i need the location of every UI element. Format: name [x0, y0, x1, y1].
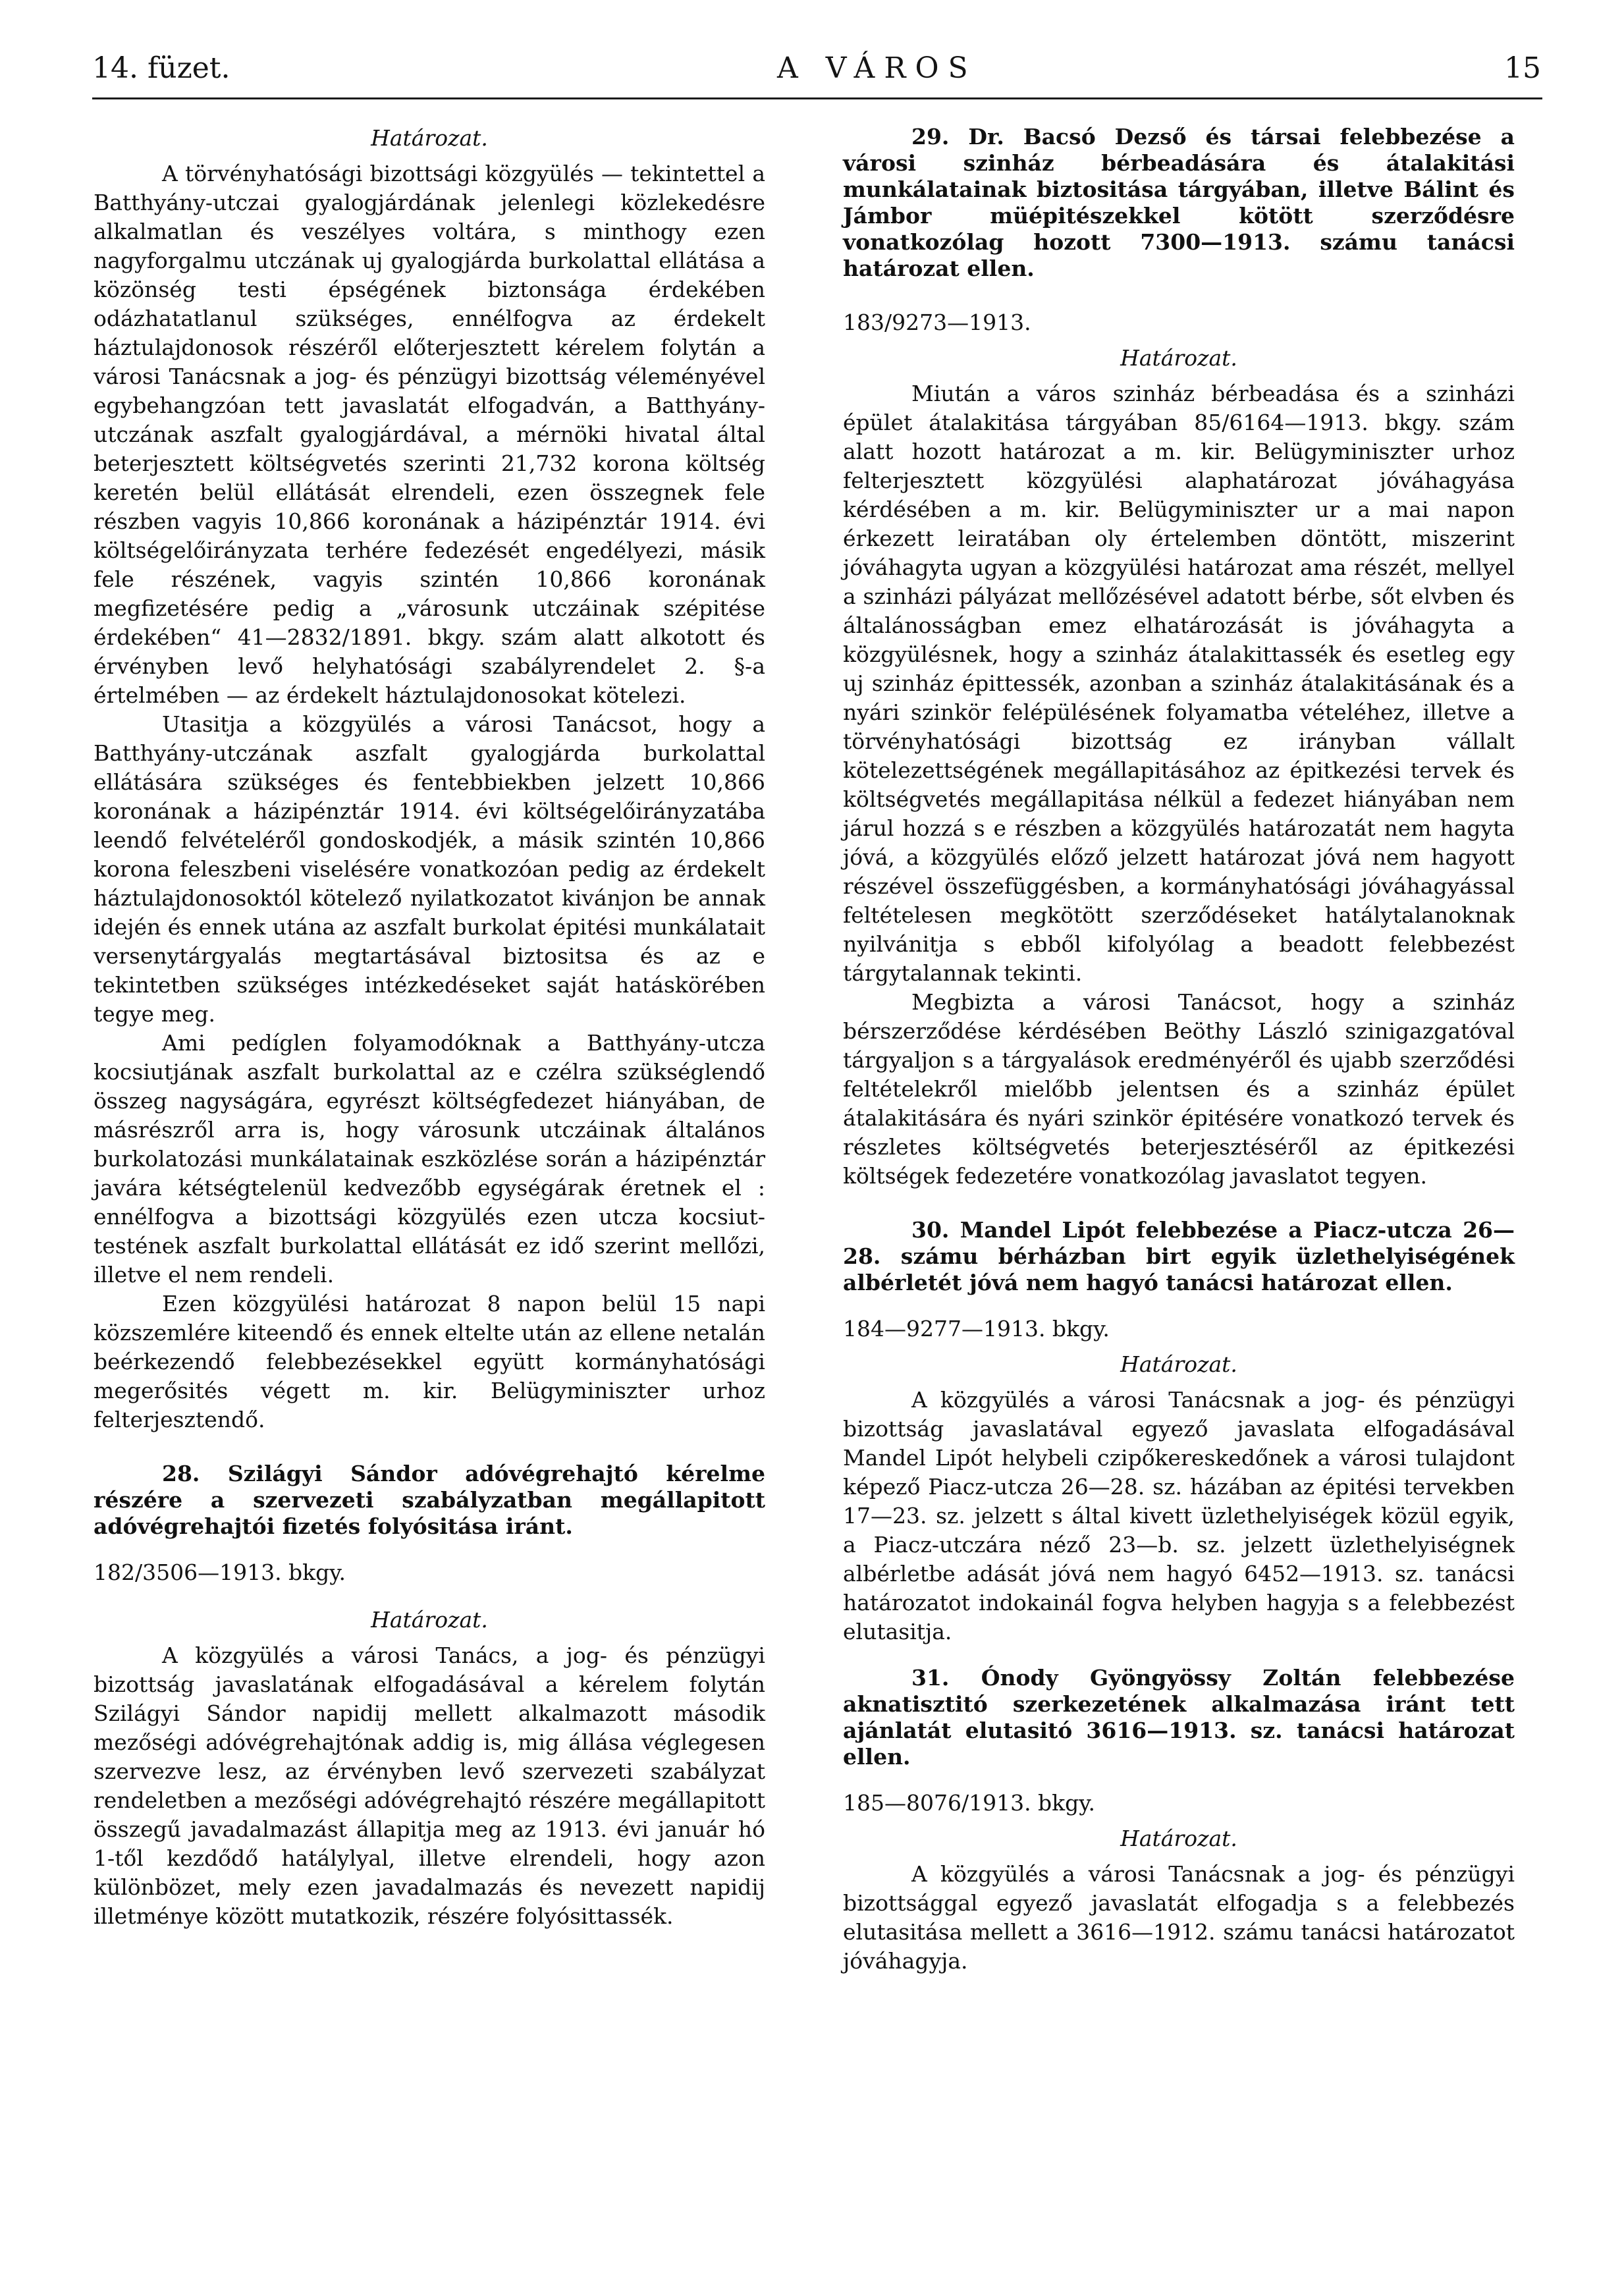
paragraph: A közgyülés a városi Tanácsnak a jog- és pénzügyi bizottság javaslatával egyező javaslata elfogadásával Mandel Lipót helybeli czipőkereskedőnek a városi tulajdont képező Piacz-utcza 26—28. sz. házában az épitési tervekben 17—23. sz. jelzett s által kivett üzlethelyiségek közül egyik, a Piacz-utczára néző 23—b. sz. jelzett üzlethelyiségnek albérletbe adását jóvá nem hagyó 6452—1913. sz. tanácsi határozatot indokainál fogva helyben hagyja s a felebbezést elutasitja. — [843, 1387, 1515, 1644]
left-column — [94, 124, 765, 1931]
item-30-reference: 184—9277—1913. bkgy. — [843, 1316, 1110, 1342]
paragraph: Megbizta a városi Tanácsot, hogy a szinház bérszerződése kérdésében Beöthy László szinigazgatóval tárgyaljon s a tárgyalások eredményéről és ujabb szerződési feltételekről mielőbb jelentsen és a szinház épület átalakitására és nyári szinkör épitésére vonatkozó tervek és részletes költségvetés beterjesztéséről az épitkezési költségek fedezetére vonatkozólag javaslatot tegyen. — [843, 989, 1515, 1189]
item-29-title: 29. Dr. Bacsó Dezső és társai felebbezése a városi szinház bérbeadására és átalakitási munkálatainak biztositása tárgyában, illetve Bálint és Jámbor müépitészekkel kötött szerződésre vonatkozólag hozott 7300—1913. számu tanácsi határozat ellen. — [843, 124, 1515, 281]
item-28-reference: 182/3506—1913. bkgy. — [94, 1559, 346, 1585]
item-28-title: 28. Szilágyi Sándor adóvégrehajtó kérelme részére a szervezeti szabályzatban megállapitott adóvégrehajtói fizetés folyósitása iránt. — [94, 1461, 765, 1539]
resolution-heading: Határozat. — [1120, 1826, 1237, 1851]
resolution-heading: Határozat. — [371, 125, 488, 151]
issue-number: 14. füzet. — [92, 51, 230, 85]
paragraph: Utasitja a közgyülés a városi Tanácsot, hogy a Batthyány-utczának aszfalt gyalogjárda burkolattal ellátására szükséges és fentebbiekben jelzett 10,866 koronának a házipénztár 1914. évi költségelőirányzatába leendő felvételéről gondoskodjék, a másik szintén 10,866 korona feleszbeni viselésére vonatkozóan pedig az érdekelt háztulajdonosoktól kötelező nyilatkozatot kivánjon be annak idején és ennek utána az aszfalt burkolat épitési munkálatait versenytárgyalás megtartásával biztositsa és az e tekintetben szükséges intézkedéseket saját hatáskörében tegye meg. — [94, 711, 765, 1027]
header-rule — [92, 97, 1542, 99]
item-31-title: 31. Ónody Gyöngyössy Zoltán felebbezése aknatisztitó szerkezetének alkalmazása iránt tett ajánlatát elutasitó 3616—1913. sz. tanácsi határozat ellen. — [843, 1665, 1515, 1770]
page-number: 15 — [1504, 51, 1541, 85]
item-29-reference: 183/9273—1913. — [843, 310, 1031, 335]
resolution-heading: Határozat. — [1120, 1351, 1237, 1377]
item-30-title: 30. Mandel Lipót felebbezése a Piacz-utcza 26—28. számu bérházban birt egyik üzlethelyiségének albérletét jóvá nem hagyó tanácsi határozat ellen. — [843, 1217, 1515, 1295]
paragraph: A közgyülés a városi Tanács, a jog- és pénzügyi bizottság javaslatának elfogadásával a kérelem folytán Szilágyi Sándor napidij mellett alkalmazott második mezőségi adóvégrehajtónak addig is, mig állása véglegesen szervezve lesz, az érvényben levő szervezeti szabályzat rendeletben a mezőségi adóvégrehajtó részére megállapitott összegű javadalmazást állapitja meg az 1913. évi január hó 1-től kezdődő hatálylyal, illetve elrendeli, hogy azon különbözet, mely ezen javadalmazás és nevezett napidij illetménye között mutatkozik, részére folyósittassék. — [94, 1642, 765, 1929]
paragraph: Miután a város szinház bérbeadása és a szinházi épület átalakitása tárgyában 85/6164—1913. bkgy. szám alatt hozott határozat a m. kir. Belügyminiszter urhoz felterjesztett közgyülési alaphatározat jóváhagyása kérdésében a m. kir. Belügyminiszter ur a mai napon érkezett leiratában oly értelemben döntött, miszerint jóváhagyta ugyan a közgyülési határozat ama részét, mellyel a szinházi pályázat mellőzésével adatott bérbe, sőt elvben és általánosságban emez elhatározását is jóváhagyta a közgyülésnek, hogy a szinház átalakittassék és esetleg egy uj szinház épittessék, azonban a szinház átalakitásának és a nyári szinkör felépülésének folyamatba vételéhez, illetve a törvényhatósági bizottság ez irányban vállalt kötelezettségének megállapitásához az épitkezési tervek és költségvetés megállapitása nélkül a fedezet hiányában nem járul hozzá s e részben a közgyülés határozatát nem hagyta jóvá, a közgyülés előző jelzett határozat jóvá nem hagyott részével összefüggésben, a kormányhatósági jóváhagyással feltételesen megkötött szerződéseket hatálytalanoknak nyilvánitja s ebből kifolyólag a beadott felebbezést tárgytalannak tekinti. — [843, 381, 1515, 986]
paragraph: A törvényhatósági bizottsági közgyülés — tekintettel a Batthyány-utczai gyalogjárdának jelenlegi közlekedésre alkalmatlan és veszélyes voltára, s minthogy ezen nagyforgalmu utczának uj gyalogjárda burkolattal ellátása a közönség testi épségének biztonsága érdekében odázhatatlanul szükséges, ennélfogva az érdekelt háztulajdonosok részéről előterjesztett kérelem folytán a városi Tanácsnak a jog- és pénzügyi bizottság véleményével egybehangzóan tett javaslatát elfogadván, a Batthyány-utczának aszfalt gyalogjárdával, a mérnöki hivatal által beterjesztett költségvetés szerinti 21,732 korona költség keretén belül ellátását elrendeli, ezen összegnek fele részben vagyis 10,866 koronának a házipénztár 1914. évi költségelőirányzata terhére fedezését engedélyezi, másik fele részének, vagyis szintén 10,866 koronának megfizetésére pedig a „városunk utczáinak szépitése érdekében“ 41—2832/1891. bkgy. szám alatt alkotott és érvényben levő helyhatósági szabályrendelet 2. §-a értelmében — az érdekelt háztulajdonosokat kötelezi. — [94, 161, 765, 708]
resolution-heading: Határozat. — [371, 1607, 488, 1633]
paragraph: Ezen közgyülési határozat 8 napon belül 15 napi közszemlére kiteendő és ennek eltelte után az ellene netalán beérkezendő felebbezésekkel együtt kormányhatósági megerősités végett m. kir. Belügyminiszter urhoz felterjesztendő. — [94, 1291, 765, 1432]
page-header — [92, 45, 1541, 104]
paragraph: Ami pedíglen folyamodóknak a Batthyány-utcza kocsiutjának aszfalt burkolattal az e czélra szükséglendő összeg nagyságára, egyrészt költségfedezet hiányában, de másrészről arra is, hogy városunk utczáinak általános burkolatozási munkálatainak eszközlése során a házipénztár javára kétségtelenül kedvezőbb egységárak éretnek el : ennélfogva a bizottsági közgyülés ezen utcza kocsiut-testének aszfalt burkolattal ellátását ez idő szerint mellőzi, illetve el nem rendeli. — [94, 1030, 765, 1288]
paragraph: A közgyülés a városi Tanácsnak a jog- és pénzügyi bizottsággal egyező javaslatát elfogadja s a felebbezés elutasitása mellett a 3616—1912. számu tanácsi határozatot jóváhagyja. — [843, 1861, 1515, 1974]
publication-title: A VÁROS — [777, 51, 977, 85]
right-column — [843, 124, 1515, 1976]
item-31-reference: 185—8076/1913. bkgy. — [843, 1790, 1096, 1816]
resolution-heading: Határozat. — [1120, 345, 1237, 371]
